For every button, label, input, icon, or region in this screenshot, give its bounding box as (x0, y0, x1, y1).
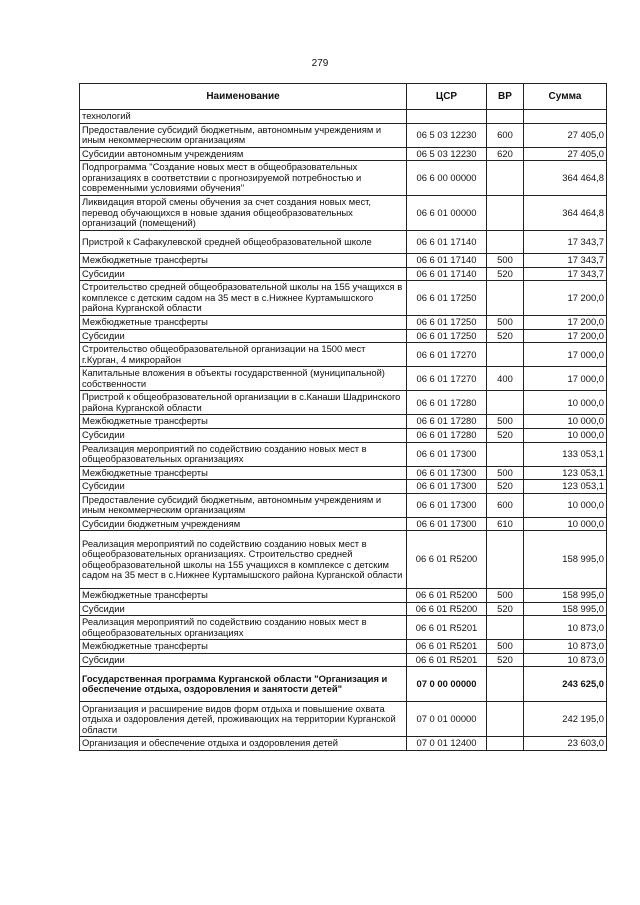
cell-name: Субсидии (80, 653, 407, 667)
cell-vr: 600 (487, 123, 524, 147)
cell-sum (524, 110, 607, 124)
cell-sum: 17 200,0 (524, 281, 607, 316)
cell-name: Субсидии (80, 267, 407, 281)
cell-name: Реализация мероприятий по содействию созданию новых мест в общеобразовательных организациях (80, 616, 407, 640)
cell-vr (487, 442, 524, 466)
cell-vr: 610 (487, 517, 524, 531)
table-header-row (80, 84, 607, 110)
cell-vr: 500 (487, 640, 524, 654)
cell-vr (487, 616, 524, 640)
cell-vr: 500 (487, 589, 524, 603)
cell-vr: 520 (487, 653, 524, 667)
table-row (80, 231, 607, 254)
cell-sum: 10 000,0 (524, 415, 607, 429)
cell-sum: 23 603,0 (524, 737, 607, 751)
cell-csr: 07 0 01 00000 (407, 702, 487, 737)
cell-csr: 06 6 01 17250 (407, 281, 487, 316)
cell-csr (407, 110, 487, 124)
table-row (80, 702, 607, 737)
cell-vr (487, 281, 524, 316)
cell-sum: 243 625,0 (524, 667, 607, 702)
cell-vr (487, 231, 524, 254)
cell-vr (487, 110, 524, 124)
cell-csr: 06 6 01 17280 (407, 428, 487, 442)
cell-name: Строительство общеобразовательной организации на 1500 мест г.Курган, 4 микрорайон (80, 343, 407, 367)
table-row (80, 531, 607, 589)
cell-name: Строительство средней общеобразовательной школы на 155 учащихся в комплексе с детским садом на 35 мест в с.Нижнее Куртамышского района Курганской области (80, 281, 407, 316)
cell-sum: 10 873,0 (524, 653, 607, 667)
cell-vr: 500 (487, 466, 524, 480)
table-row (80, 147, 607, 161)
cell-vr: 520 (487, 267, 524, 281)
cell-sum: 17 000,0 (524, 367, 607, 391)
cell-name: Капитальные вложения в объекты государственной (муниципальной) собственности (80, 367, 407, 391)
cell-name: Межбюджетные трансферты (80, 640, 407, 654)
cell-vr (487, 391, 524, 415)
cell-sum: 17 343,7 (524, 267, 607, 281)
cell-vr (487, 196, 524, 231)
cell-name: Межбюджетные трансферты (80, 589, 407, 603)
cell-vr: 600 (487, 493, 524, 517)
cell-name: Государственная программа Курганской области "Организация и обеспечение отдыха, оздоровления и занятости детей" (80, 667, 407, 702)
cell-name: Межбюджетные трансферты (80, 316, 407, 330)
cell-name: Предоставление субсидий бюджетным, автономным учреждениям и иным некоммерческим организациям (80, 123, 407, 147)
cell-vr: 500 (487, 415, 524, 429)
cell-csr: 06 6 01 17270 (407, 343, 487, 367)
table-row (80, 415, 607, 429)
table-row (80, 281, 607, 316)
cell-csr: 06 6 01 17140 (407, 231, 487, 254)
cell-sum: 10 873,0 (524, 616, 607, 640)
table-row (80, 737, 607, 751)
cell-csr: 06 6 01 17250 (407, 329, 487, 343)
cell-sum: 17 200,0 (524, 316, 607, 330)
cell-name: Межбюджетные трансферты (80, 466, 407, 480)
header-vr: ВР (487, 84, 524, 110)
table-row (80, 329, 607, 343)
cell-csr: 06 6 01 17140 (407, 267, 487, 281)
cell-sum: 364 464,8 (524, 161, 607, 196)
budget-table (79, 83, 607, 751)
cell-sum: 10 000,0 (524, 517, 607, 531)
cell-csr: 06 6 01 17270 (407, 367, 487, 391)
cell-csr: 06 6 01 17300 (407, 493, 487, 517)
table-row (80, 196, 607, 231)
cell-sum: 17 343,7 (524, 254, 607, 268)
cell-vr: 520 (487, 602, 524, 616)
cell-csr: 06 5 03 12230 (407, 123, 487, 147)
table-row (80, 466, 607, 480)
cell-csr: 06 6 01 17300 (407, 442, 487, 466)
cell-name: Реализация мероприятий по содействию созданию новых мест в общеобразовательных организациях. Строительство средней общеобразовательной школы на 155 учащихся в комплексе с детским садом на 35 мест в с.Нижнее Куртамышского района Курганской области (80, 531, 407, 589)
cell-vr: 500 (487, 254, 524, 268)
cell-name: Реализация мероприятий по содействию созданию новых мест в общеобразовательных организациях (80, 442, 407, 466)
cell-name: Субсидии (80, 480, 407, 494)
cell-sum: 242 195,0 (524, 702, 607, 737)
cell-name: Межбюджетные трансферты (80, 254, 407, 268)
table-row (80, 493, 607, 517)
cell-sum: 10 000,0 (524, 391, 607, 415)
cell-csr: 06 6 01 17300 (407, 466, 487, 480)
table-row (80, 123, 607, 147)
cell-name: Пристрой к общеобразовательной организации в с.Канаши Шадринского района Курганской области (80, 391, 407, 415)
cell-name: технологий (80, 110, 407, 124)
cell-sum: 133 053,1 (524, 442, 607, 466)
cell-name: Субсидии (80, 428, 407, 442)
table-row (80, 161, 607, 196)
table-row (80, 616, 607, 640)
cell-sum: 17 000,0 (524, 343, 607, 367)
cell-name: Субсидии бюджетным учреждениям (80, 517, 407, 531)
cell-sum: 10 000,0 (524, 493, 607, 517)
cell-vr (487, 531, 524, 589)
cell-csr: 06 6 01 R5201 (407, 653, 487, 667)
cell-name: Организация и расширение видов форм отдыха и повышение охвата отдыха и оздоровления детей, проживающих на территории Курганской области (80, 702, 407, 737)
cell-csr: 06 6 01 R5201 (407, 616, 487, 640)
table-row (80, 589, 607, 603)
cell-csr: 07 0 01 12400 (407, 737, 487, 751)
table-row (80, 428, 607, 442)
table-row (80, 653, 607, 667)
table-row (80, 254, 607, 268)
header-name: Наименование (80, 84, 407, 110)
cell-vr (487, 667, 524, 702)
cell-name: Предоставление субсидий бюджетным, автономным учреждениям и иным некоммерческим организациям (80, 493, 407, 517)
cell-sum: 10 873,0 (524, 640, 607, 654)
cell-name: Организация и обеспечение отдыха и оздоровления детей (80, 737, 407, 751)
cell-sum: 123 053,1 (524, 480, 607, 494)
cell-name: Субсидии (80, 602, 407, 616)
header-sum: Сумма (524, 84, 607, 110)
cell-csr: 06 6 01 R5200 (407, 531, 487, 589)
cell-csr: 06 6 01 17280 (407, 415, 487, 429)
cell-sum: 158 995,0 (524, 531, 607, 589)
cell-csr: 06 6 01 17280 (407, 391, 487, 415)
table-row (80, 667, 607, 702)
table-row (80, 602, 607, 616)
cell-csr: 06 6 01 17300 (407, 480, 487, 494)
cell-vr: 400 (487, 367, 524, 391)
cell-sum: 17 343,7 (524, 231, 607, 254)
cell-csr: 06 6 01 00000 (407, 196, 487, 231)
cell-sum: 10 000,0 (524, 428, 607, 442)
cell-vr: 620 (487, 147, 524, 161)
cell-sum: 123 053,1 (524, 466, 607, 480)
table-row (80, 391, 607, 415)
cell-csr: 06 5 03 12230 (407, 147, 487, 161)
cell-csr: 06 6 00 00000 (407, 161, 487, 196)
cell-csr: 06 6 01 17300 (407, 517, 487, 531)
cell-name: Подпрограмма "Создание новых мест в общеобразовательных организациях в соответствии с прогнозируемой потребностью и современными условиями обучения" (80, 161, 407, 196)
header-csr: ЦСР (407, 84, 487, 110)
cell-sum: 158 995,0 (524, 589, 607, 603)
cell-vr (487, 702, 524, 737)
cell-csr: 06 6 01 R5201 (407, 640, 487, 654)
cell-name: Межбюджетные трансферты (80, 415, 407, 429)
cell-sum: 364 464,8 (524, 196, 607, 231)
cell-vr (487, 737, 524, 751)
cell-csr: 06 6 01 R5200 (407, 589, 487, 603)
cell-vr: 500 (487, 316, 524, 330)
cell-vr: 520 (487, 480, 524, 494)
cell-csr: 07 0 00 00000 (407, 667, 487, 702)
cell-csr: 06 6 01 R5200 (407, 602, 487, 616)
cell-name: Субсидии автономным учреждениям (80, 147, 407, 161)
cell-name: Пристрой к Сафакулевской средней общеобразовательной школе (80, 231, 407, 254)
cell-sum: 17 200,0 (524, 329, 607, 343)
cell-vr (487, 161, 524, 196)
table-row (80, 480, 607, 494)
cell-sum: 27 405,0 (524, 147, 607, 161)
cell-sum: 27 405,0 (524, 123, 607, 147)
table-row (80, 640, 607, 654)
table-row (80, 110, 607, 124)
table-row (80, 517, 607, 531)
cell-sum: 158 995,0 (524, 602, 607, 616)
cell-name: Субсидии (80, 329, 407, 343)
cell-name: Ликвидация второй смены обучения за счет создания новых мест, перевод обучающихся в новые здания общеобразовательных организаций (помещений) (80, 196, 407, 231)
cell-vr (487, 343, 524, 367)
cell-csr: 06 6 01 17140 (407, 254, 487, 268)
page-number: 279 (311, 58, 329, 69)
table-row (80, 367, 607, 391)
table-row (80, 343, 607, 367)
cell-vr: 520 (487, 428, 524, 442)
table-row (80, 316, 607, 330)
table-row (80, 267, 607, 281)
cell-csr: 06 6 01 17250 (407, 316, 487, 330)
cell-vr: 520 (487, 329, 524, 343)
table-row (80, 442, 607, 466)
